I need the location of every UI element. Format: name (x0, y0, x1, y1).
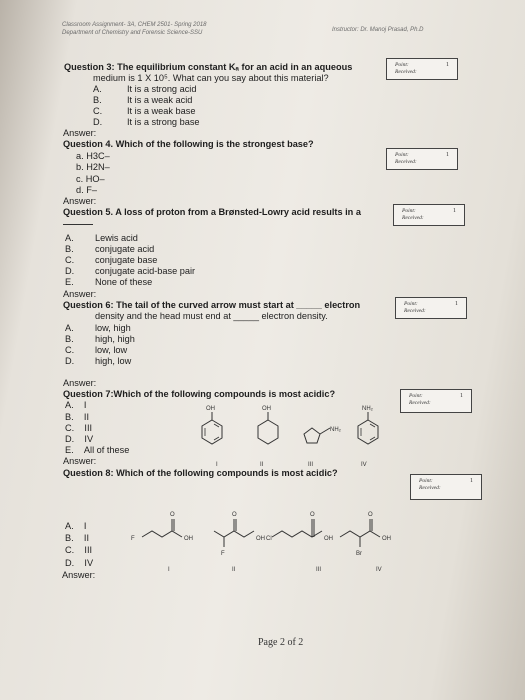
q7-label-nh2-2: NH₂ (362, 406, 373, 412)
q8-label-o-3: O (310, 512, 315, 518)
q8-option-c: C. III (65, 545, 93, 555)
q8-option-d: D. IV (65, 558, 94, 568)
q6-answer-label: Answer: (63, 378, 97, 388)
q7-numeral-1: I (216, 462, 218, 468)
q3-option-a-text: It is a strong acid (127, 84, 197, 94)
q5-option-b-text: conjugate acid (95, 244, 155, 254)
q7-option-a: A. I (65, 400, 87, 410)
q8-label-o-1: O (170, 512, 175, 518)
q3-option-c: C. (93, 106, 103, 116)
q8-answer-label: Answer: (62, 570, 96, 580)
q8-label-oh-1: OH (184, 536, 193, 542)
department-header: Department of Chemistry and Forensic Science-SSU (62, 30, 203, 36)
q7-text: Question 7:Which of the following compounds is most acidic? (63, 389, 336, 399)
q8-label-br: Br (356, 551, 362, 557)
q3-option-d-text: It is a strong base (127, 117, 200, 127)
q7-bond-3 (320, 428, 330, 434)
q7-ring-3 (304, 428, 320, 443)
q4-option-b: b. H2N– (76, 162, 110, 172)
q7-numeral-3: III (308, 462, 314, 468)
q5-text: Question 5. A loss of proton from a Brønsted-Lowry acid results in a (63, 207, 361, 217)
q7-score-box: Point: Received: 1 (400, 389, 472, 413)
q8-label-oh-4: OH (382, 536, 391, 542)
q8-score-box: Point: Received: 1 (410, 474, 482, 500)
q6-option-c-text: low, low (95, 345, 128, 355)
page-number: Page 2 of 2 (258, 637, 304, 648)
q8-chain-1 (142, 531, 182, 537)
q7-label-nh2-1: NH₂ (330, 427, 341, 433)
q7-option-b: B. II (65, 412, 90, 422)
q6-text-line2: density and the head must end at _____ electron density. (95, 311, 328, 321)
q7-numeral-4: IV (361, 462, 367, 468)
q8-structures (126, 505, 416, 585)
q5-option-d: D. (65, 266, 75, 276)
q5-score-box: Point: Received: 1 (393, 204, 465, 226)
q4-score-box: Point: Received: 1 (386, 148, 458, 170)
q6-option-a: A. (65, 323, 74, 333)
q3-option-a: A. (93, 84, 102, 94)
q8-label-f-2: F (221, 551, 225, 557)
q8-chain-2 (214, 531, 254, 537)
q5-option-a: A. (65, 233, 74, 243)
q3-option-b-text: It is a weak acid (127, 95, 193, 105)
q3-option-b: B. (93, 95, 102, 105)
q8-numeral-1: I (168, 567, 170, 573)
q3-score-box: Point: Received: 1 (386, 58, 458, 80)
q5-answer-label: Answer: (63, 289, 97, 299)
q6-option-d: D. (65, 356, 75, 366)
q5-option-d-text: conjugate acid-base pair (95, 266, 196, 276)
q8-numeral-4: IV (376, 567, 382, 573)
q5-option-b: B. (65, 244, 74, 254)
q8-label-o-4: O (368, 512, 373, 518)
q8-option-b: B. II (65, 533, 90, 543)
q4-text: Question 4. Which of the following is the strongest base? (63, 139, 314, 149)
course-header: Classroom Assignment- 3A, CHEM 2501- Spring 2018 (62, 22, 207, 28)
q8-chain-4 (340, 531, 380, 537)
q7-ring-2 (258, 420, 278, 444)
q7-option-c: C. III (65, 423, 93, 433)
q8-label-f-1: F (131, 536, 135, 542)
q3-answer-label: Answer: (63, 128, 97, 138)
q5-option-e: E. (65, 277, 74, 287)
q4-option-a: a. H3C– (76, 151, 110, 161)
q6-option-b: B. (65, 334, 74, 344)
q6-option-d-text: high, low (95, 356, 132, 366)
q5-option-e-text: None of these (95, 277, 153, 287)
q7-label-oh-1: OH (206, 406, 215, 412)
q3-text-line2: medium is 1 X 10⁵. What can you say about this material? (93, 73, 329, 83)
q6-option-a-text: low, high (95, 323, 131, 333)
q8-numeral-3: III (316, 567, 322, 573)
q7-structures (190, 396, 400, 476)
q4-option-d: d. F– (76, 185, 97, 195)
q8-label-oh-3: OH (324, 536, 333, 542)
q5-option-c-text: conjugate base (95, 255, 158, 265)
q8-numeral-2: II (232, 567, 236, 573)
q6-option-c: C. (65, 345, 75, 355)
instructor-header: Instructor: Dr. Manoj Prasad, Ph.D (332, 27, 424, 33)
q7-option-d: D. IV (65, 434, 94, 444)
q7-numeral-2: II (260, 462, 264, 468)
q8-text: Question 8: Which of the following compounds is most acidic? (63, 468, 338, 478)
q8-label-oh-2: OH (256, 536, 265, 542)
q3-option-d: D. (93, 117, 103, 127)
q7-option-e: E. All of these (65, 445, 130, 455)
q6-score-box: Point: Received: 1 (395, 297, 467, 319)
q7-answer-label: Answer: (63, 456, 97, 466)
q7-label-oh-2: OH (262, 406, 271, 412)
q6-option-b-text: high, high (95, 334, 135, 344)
q8-option-a: A. I (65, 521, 87, 531)
q4-option-c: c. HO– (76, 174, 105, 184)
q3-option-c-text: It is a weak base (127, 106, 196, 116)
q6-text-line1: Question 6: The tail of the curved arrow must start at _____ electron (63, 300, 361, 310)
q8-label-cl: Cl (266, 536, 272, 542)
q5-blank-line (63, 224, 93, 225)
q5-option-c: C. (65, 255, 75, 265)
q5-option-a-text: Lewis acid (95, 233, 138, 243)
q8-label-o-2: O (232, 512, 237, 518)
q4-answer-label: Answer: (63, 196, 97, 206)
q3-text-line1: Question 3: The equilibrium constant Kₐ for an acid in an aqueous (64, 62, 353, 72)
